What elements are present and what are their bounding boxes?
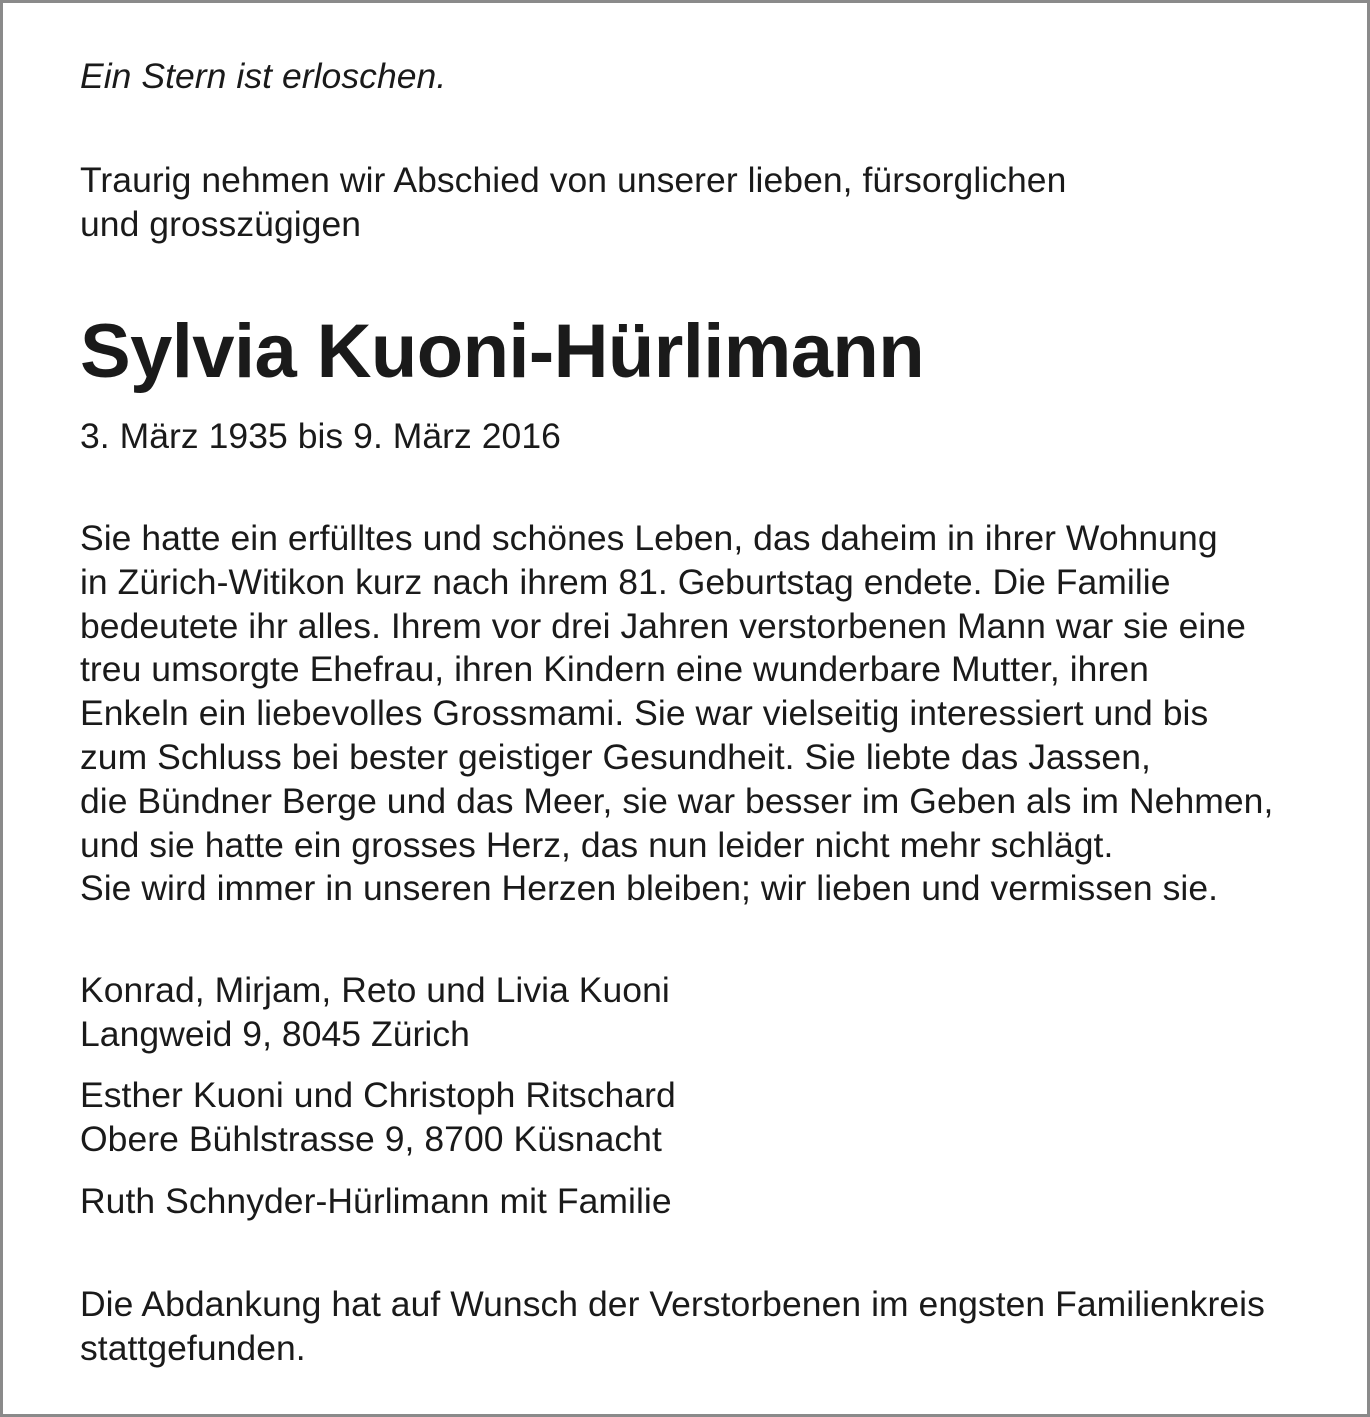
tribute-line: in Zürich-Witikon kurz nach ihrem 81. Geburtstag endete. Die Familie	[80, 561, 1171, 602]
lead-line: Traurig nehmen wir Abschied von unserer lieben, fürsorglichen	[80, 160, 1067, 200]
tribute-line: Sie hatte ein erfülltes und schönes Leben, das daheim in ihrer Wohnung	[80, 518, 1218, 558]
tribute-line: Sie wird immer in unseren Herzen bleiben; wir lieben und vermissen sie.	[80, 868, 1219, 909]
tribute-line: zum Schluss bei bester geistiger Gesundheit. Sie liebte das Jassen,	[80, 736, 1151, 777]
mourner-names: Konrad, Mirjam, Reto und Livia Kuoni	[80, 970, 670, 1010]
tribute-line: und sie hatte ein grosses Herz, das nun leider nicht mehr schlägt.	[80, 824, 1114, 865]
lead-paragraph	[80, 159, 1066, 247]
mourner-names: Esther Kuoni und Christoph Ritschard	[80, 1075, 676, 1115]
tribute-line: die Bündner Berge und das Meer, sie war besser im Geben als im Nehmen,	[80, 780, 1274, 821]
mourner-names: Ruth Schnyder-Hürlimann mit Familie	[80, 1181, 672, 1221]
tribute-line: Enkeln ein liebevolles Grossmami. Sie war vielseitig interessiert und bis	[80, 693, 1209, 734]
funeral-note-line: stattgefunden.	[80, 1327, 306, 1368]
deceased-name: Sylvia Kuoni-Hürlimann	[80, 309, 925, 394]
intro-line: Ein Stern ist erloschen.	[80, 56, 447, 96]
tribute-paragraph	[80, 517, 1273, 911]
funeral-note-line: Die Abdankung hat auf Wunsch der Verstorbenen im engsten Familienkreis	[80, 1284, 1265, 1324]
funeral-note	[80, 1283, 1265, 1371]
mourner-family	[80, 1074, 676, 1162]
mourner-family	[80, 969, 670, 1057]
life-dates: 3. März 1935 bis 9. März 2016	[80, 416, 561, 456]
tribute-line: treu umsorgte Ehefrau, ihren Kindern eine wunderbare Mutter, ihren	[80, 649, 1149, 690]
mourner-address: Obere Bühlstrasse 9, 8700 Küsnacht	[80, 1118, 662, 1159]
lead-line: und grosszügigen	[80, 203, 362, 244]
mourner-family	[80, 1180, 672, 1224]
mourner-address: Langweid 9, 8045 Zürich	[80, 1013, 470, 1054]
tribute-line: bedeutete ihr alles. Ihrem vor drei Jahren verstorbenen Mann war sie eine	[80, 605, 1246, 646]
